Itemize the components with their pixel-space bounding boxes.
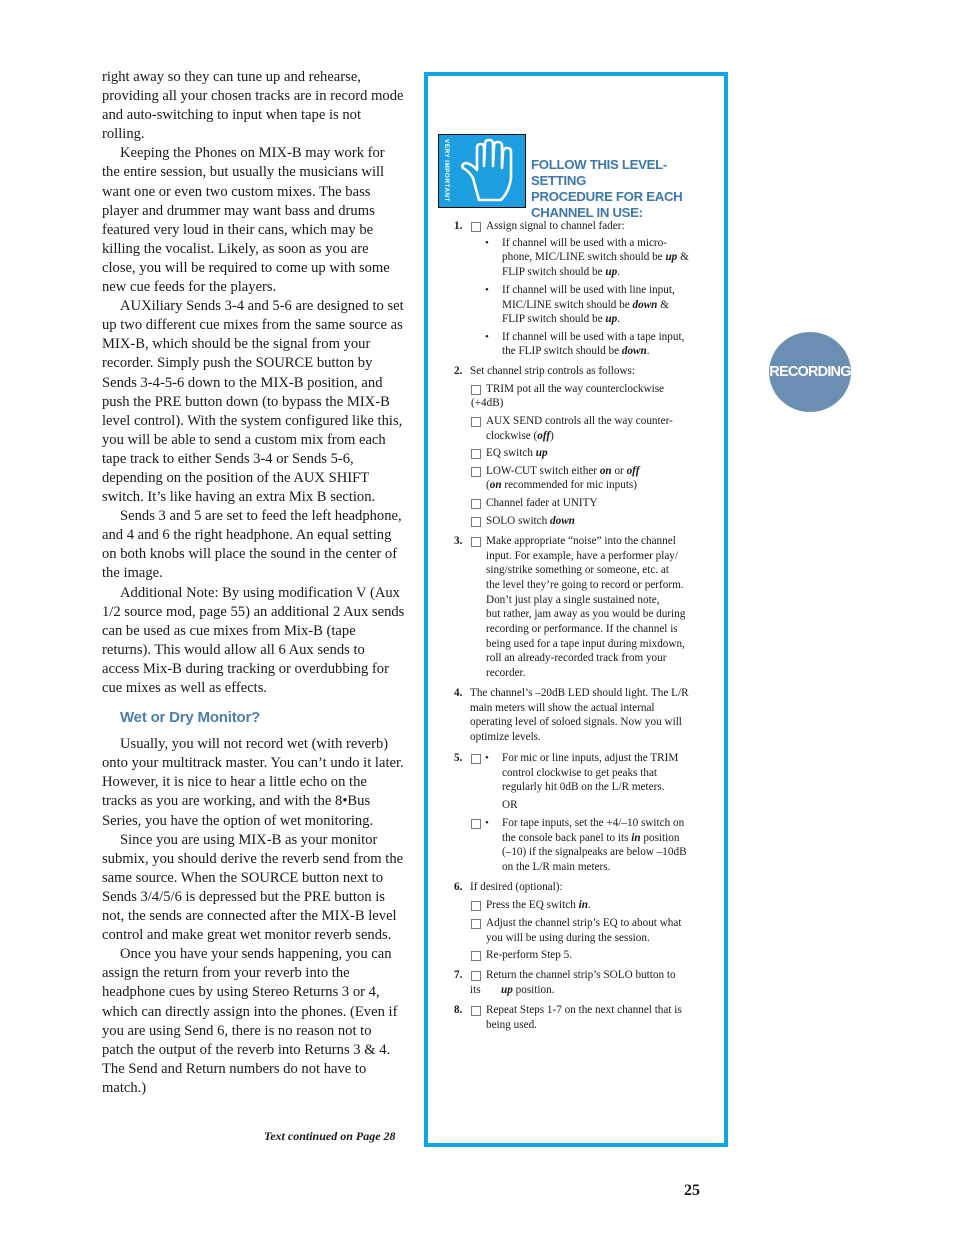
checkbox — [471, 417, 481, 427]
hand-icon — [459, 138, 521, 204]
very-important-label: VERY IMPORTANT — [443, 139, 450, 202]
continued-note: Text continued on Page 28 — [264, 1129, 396, 1143]
checkbox — [471, 1006, 481, 1016]
body-paragraph: Since you are using MIX-B as your monitor submix, you should derive the reverb send from the same source. When the SOURCE button next to Sends 3/4/5/6 is depressed but the PRE button is not, the sends are connected after the MIX-B level control and make great wet monitor reverb sends. — [102, 831, 404, 944]
body-paragraph: AUXiliary Sends 3-4 and 5-6 are designed to set up two different cue mixes from the same source as MIX-B, which should be the signal from your recorder. Simply push the SOURCE button by Sends 3-4-5-6 down to the MIX-B position, and push the PRE button down (to bypass the MIX-B level control). With the system configured like this, you will be able to send a custom mix from each tape track to either Sends 3-4 or Sends 5-6, depending on the position of the AUX SHIFT switch. It’s like having an extra Mix B section. — [102, 298, 404, 506]
checkbox — [471, 222, 481, 232]
step-number: 1. — [454, 220, 463, 232]
body-paragraph: Usually, you will not record wet (with reverb) onto your multitrack master. You can’t undo it later. However, it is nice to hear a little echo on the tracks as you are working, and with the 8•Bus Series, you have the option of wet monitoring. — [102, 736, 404, 829]
step-number: 3. — [454, 535, 463, 547]
checkbox — [471, 754, 481, 764]
checkbox — [471, 901, 481, 911]
page-number: 25 — [684, 1182, 700, 1199]
body-paragraph: Once you have your sends happening, you can assign the return from your reverb into the headphone cues by using Stereo Returns 3 or 4, which can directly assign into the phones. (Even if you are using Send 6, there is no reason not to patch the output of the reverb into Returns 3 & 4. The Send and Return numbers do not have to match.) — [102, 946, 398, 1096]
body-paragraph: Keeping the Phones on MIX-B may work for the entire session, but usually the musicians will want one or even two custom mixes. The bass player and drummer may want bass and drums featured very loud in their cans, which may be killing the vocalist. Likely, as soon as you are close, you will be required to come up with some new cue feeds for the players. — [102, 145, 390, 296]
step-text: Assign signal to channel fader: — [486, 220, 625, 232]
checkbox — [471, 385, 481, 395]
checkbox — [471, 819, 481, 829]
step-number: 5. — [454, 752, 463, 764]
body-paragraph: right away so they can tune up and rehearse, providing all your chosen tracks are in record mode and auto-switching to input when tape is not rolling. — [102, 69, 404, 143]
section-tab-recording: RECORDING — [769, 332, 851, 412]
checkbox — [471, 499, 481, 509]
step-text: Set channel strip controls as follows: — [470, 365, 635, 377]
sidebar-heading: FOLLOW THIS LEVEL-SETTING PROCEDURE FOR EACH CHANNEL IN USE: — [531, 157, 683, 220]
checkbox — [471, 467, 481, 477]
step-number: 7. — [454, 969, 463, 981]
body-paragraph: Sends 3 and 5 are set to feed the left headphone, and 4 and 6 the right headphone. An equal setting on both knobs will place the sound in the center of the image. — [102, 508, 402, 582]
checkbox — [471, 537, 481, 547]
checkbox — [471, 449, 481, 459]
section-heading: Wet or Dry Monitor? — [120, 709, 261, 727]
step-number: 4. — [454, 687, 463, 699]
body-paragraph: Additional Note: By using modification V (Aux 1/2 source mod, page 55) an additional 2 Aux sends can be used as cue mixes from Mix-B (tape returns). This would allow all 6 Aux sends to access Mix-B during tracking or overdubbing for cue mixes as well as effects. — [102, 584, 405, 696]
checkbox — [471, 919, 481, 929]
checkbox — [471, 951, 481, 961]
left-column — [102, 68, 405, 1098]
step-number: 2. — [454, 365, 463, 377]
step-number: 8. — [454, 1004, 463, 1016]
very-important-badge — [438, 134, 526, 208]
checkbox — [471, 971, 481, 981]
checkbox — [471, 517, 481, 527]
step-number: 6. — [454, 881, 463, 893]
